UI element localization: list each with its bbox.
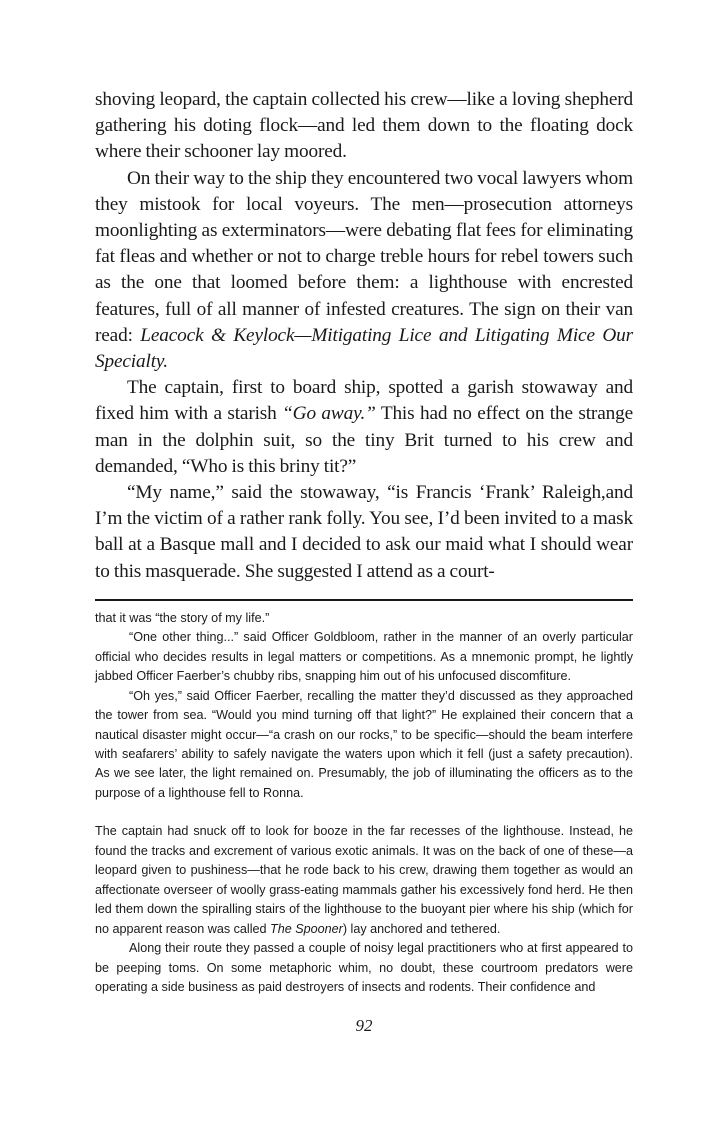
paragraph [95, 166, 633, 376]
paragraph-text: shoving leopard, the captain collected his crew—like a loving shepherd gathering his doting flock—and led them down to the floating dock where their schooner lay moored. [95, 89, 633, 163]
notes-section [95, 609, 633, 998]
van-sign-italic: Leacock & Keylock—Mitigating Lice and Litigating Mice Our Specialty. [95, 324, 633, 373]
main-text [95, 87, 633, 585]
note-paragraph [95, 822, 633, 939]
note-text: The captain had snuck off to look for booze in the far recesses of the lighthouse. Instead, he found the tracks and excrement of various exotic animals. It was on the back of one of these—a leopard given to pushiness—that he rode back to his crew, drawing them together as would an affectionate overseer of woolly grass-eating mammals gather his excessively fond herd. He then led them down the spiralling stairs of the lighthouse to the buoyant pier where his ship (which for no apparent reason was called [95, 824, 633, 936]
ship-name-italic: The Spooner [270, 921, 343, 936]
note-paragraph: “Oh yes,” said Officer Faerber, recalling the matter they’d discussed as they approached the tower from sea. “Would you mind turning off that light?” He explained their concern that a nautical disaster might occur—“a crash on our rocks,” to be specific—should the beam interfere with seafarers’ ability to safely navigate the waters upon which it fell (just a safety precaution). As we see later, the light remained on. Presumably, the job of illuminating the officers as to the purpose of a lighthouse fell to Ronna. [95, 688, 633, 800]
note-paragraph: “One other thing...” said Officer Goldbloom, rather in the manner of an overly particular official who decides results in legal matters or competitions. As a mnemonic prompt, he lightly jabbed Officer Faerber’s chubby ribs, snapping him out of his unfocused discomfiture. [95, 630, 633, 684]
page-number: 92 [355, 1016, 373, 1036]
note-gap [95, 803, 633, 822]
paragraph-text: This had no effect on the strange man in the dolphin suit, so the tiny Brit turned to his crew and demanded, “Who is this briny tit?” [95, 403, 633, 477]
paragraph [95, 375, 633, 480]
paragraph [95, 480, 633, 585]
go-away-italic: “Go away.” [282, 403, 376, 425]
note-paragraph: that it was “the story of my life.” [95, 610, 270, 625]
paragraph-text: “My name,” said the stowaway, “is Francis ‘Frank’ Raleigh,and I’m the victim of a rather rank folly. You see, I’d been invited to a mask ball at a Basque mall and I decided to ask our maid what I should wear to this masquerade. She suggested I attend as a court- [95, 482, 633, 582]
paragraph [95, 87, 633, 166]
note-paragraph: Along their route they passed a couple of noisy legal practitioners who at first appeared to be peeping toms. On some metaphoric whim, no doubt, these courtroom predators were operating a side business as paid destroyers of insects and rodents. Their confidence and [95, 941, 633, 995]
paragraph-text: On their way to the ship they encountered two vocal lawyers whom they mistook for local voyeurs. The men—prosecution attorneys moonlighting as exterminators—were debating flat fees for eliminating fat fleas and whether or not to charge treble hours for rebel towers such as the one that loomed before them: a lighthouse with encrested features, full of all manner of infested creatures. The sign on their van read: [95, 167, 633, 346]
note-text: ) lay anchored and tethered. [342, 921, 501, 936]
divider-rule [95, 599, 633, 601]
paragraph-text: The captain, first to board ship, spotted a garish stowaway and fixed him with a starish [95, 377, 633, 425]
